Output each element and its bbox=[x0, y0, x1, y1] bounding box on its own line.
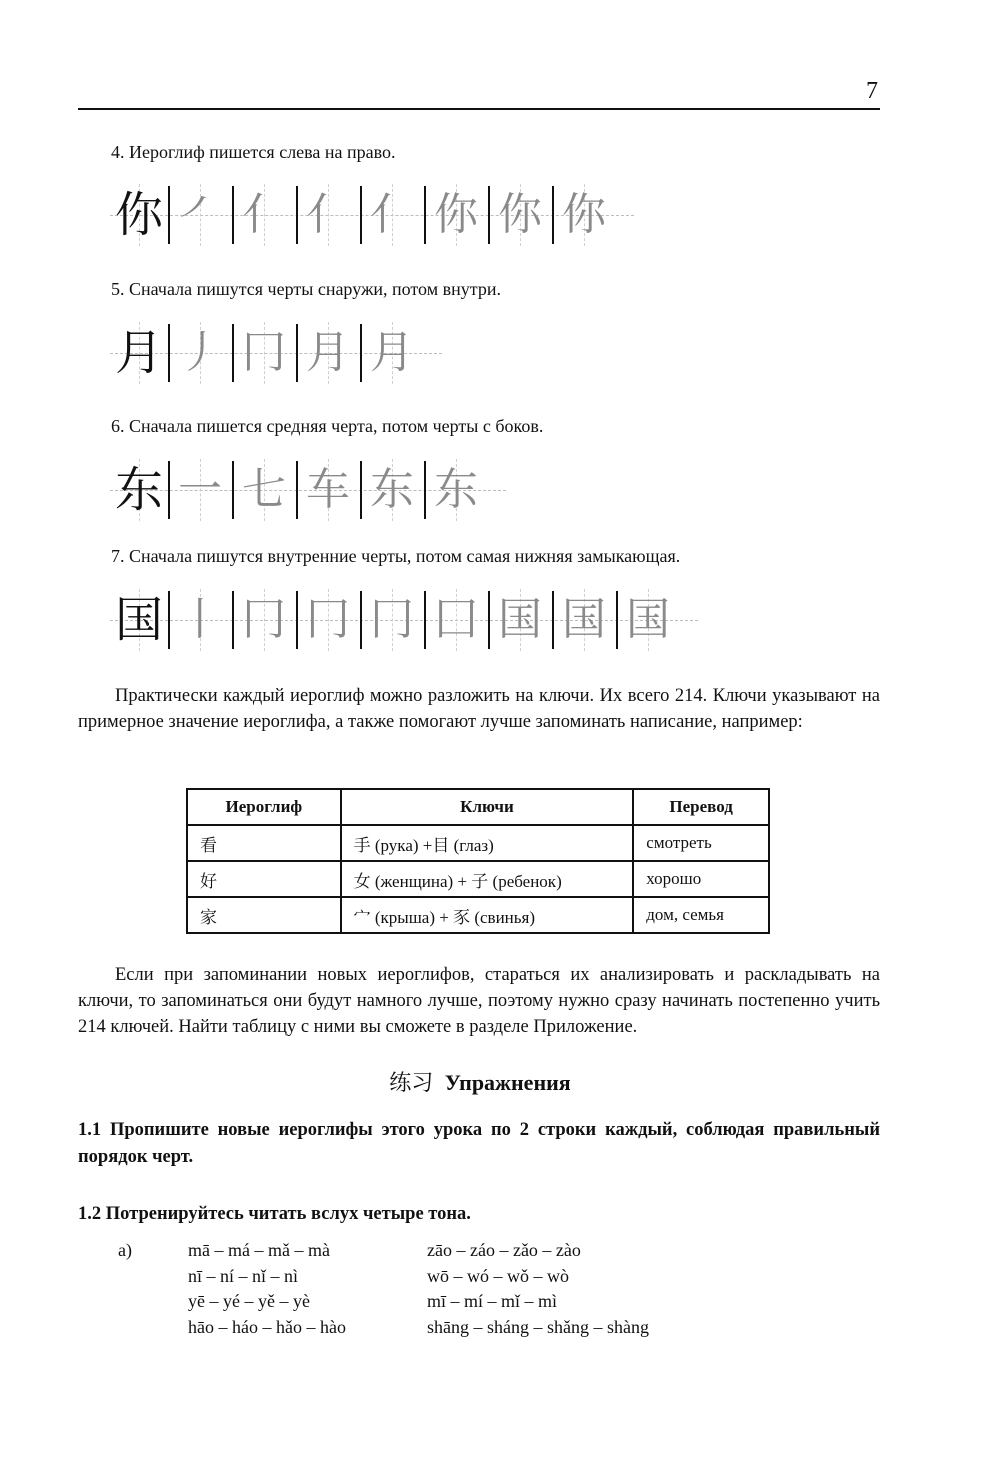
stroke-glyph: 亻 bbox=[242, 189, 286, 240]
stroke-step-4 bbox=[360, 184, 424, 246]
stroke-glyph: 月 bbox=[114, 325, 163, 381]
stroke-step-4 bbox=[360, 459, 424, 521]
table-header-keys: Ключи bbox=[341, 789, 634, 825]
stroke-glyph: 冂 bbox=[306, 594, 350, 645]
tone-line: mā – má – mǎ – mà bbox=[188, 1240, 330, 1260]
stroke-glyph: 月 bbox=[370, 327, 414, 378]
task-1-1: 1.1 Пропишите новые иероглифы этого урока по 2 строки каждый, соблюдая правильный порядок черт. bbox=[78, 1120, 880, 1167]
stroke-glyph: 你 bbox=[434, 189, 478, 240]
stroke-glyph: 国 bbox=[562, 594, 606, 645]
table-cell-keys: 女 (женщина) + 子 (ребенок) bbox=[341, 861, 634, 897]
stroke-glyph: 丿 bbox=[178, 327, 222, 378]
stroke-glyph: 你 bbox=[114, 187, 163, 243]
stroke-step-3 bbox=[296, 184, 360, 246]
rule-4-caption: 4. Иероглиф пишется слева на право. bbox=[111, 142, 396, 162]
stroke-step-1 bbox=[168, 589, 232, 651]
stroke-glyph: 国 bbox=[626, 594, 670, 645]
second-paragraph-text: Если при запоминании новых иероглифов, стараться их анализировать и раскладывать на ключи, то запоминаться они будут намного лучше, поэтому нужно сразу начинать постепенно учить 214 ключей. Найти таблицу с ними вы сможете в разделе Приложение. bbox=[78, 965, 880, 1037]
section-title bbox=[0, 1066, 960, 1097]
table-cell-translation: дом, семья bbox=[633, 897, 769, 933]
stroke-glyph: 冂 bbox=[242, 327, 286, 378]
stroke-step-2 bbox=[232, 322, 296, 384]
stroke-order-row-4 bbox=[110, 184, 616, 246]
task-1-2: 1.2 Потренируйтесь читать вслух четыре тона. bbox=[78, 1204, 471, 1224]
tone-line: mī – mí – mǐ – mì bbox=[427, 1291, 558, 1311]
stroke-glyph: 东 bbox=[114, 462, 163, 518]
stroke-step-7 bbox=[552, 184, 616, 246]
tone-line: wō – wó – wǒ – wò bbox=[427, 1265, 569, 1286]
table-cell-hieroglyph: 看 bbox=[187, 825, 341, 861]
stroke-step-3 bbox=[296, 589, 360, 651]
stroke-step-5 bbox=[424, 184, 488, 246]
second-paragraph bbox=[78, 962, 880, 1040]
tones-column-2 bbox=[427, 1238, 649, 1340]
stroke-step-7 bbox=[552, 589, 616, 651]
stroke-step-1 bbox=[168, 459, 232, 521]
table-row bbox=[187, 897, 769, 933]
stroke-glyph: 国 bbox=[114, 592, 163, 648]
stroke-glyph: 囗 bbox=[434, 594, 478, 645]
table-cell-hieroglyph: 家 bbox=[187, 897, 341, 933]
stroke-glyph: 一 bbox=[178, 464, 222, 515]
section-title-russian: Упражнения bbox=[444, 1070, 571, 1095]
stroke-result-glyph bbox=[110, 322, 168, 384]
tone-line: nī – ní – nǐ – nì bbox=[188, 1265, 299, 1286]
tone-line: yē – yé – yě – yè bbox=[188, 1291, 310, 1311]
stroke-step-1 bbox=[168, 322, 232, 384]
stroke-glyph: 亻 bbox=[370, 189, 414, 240]
table-cell-keys: 宀 (крыша) + 豕 (свинья) bbox=[341, 897, 634, 933]
stroke-glyph: 车 bbox=[306, 464, 350, 515]
tones-column-1 bbox=[188, 1238, 346, 1340]
intro-paragraph-text: Практически каждый иероглиф можно разложить на ключи. Их всего 214. Ключи указывают на примерное значение иероглифа, а также помогают лучше запоминать написание, например: bbox=[78, 686, 880, 732]
tones-label: а) bbox=[118, 1240, 132, 1260]
tone-line: zāo – záo – zǎo – zào bbox=[427, 1240, 581, 1260]
stroke-glyph: 东 bbox=[434, 464, 478, 515]
stroke-result-glyph bbox=[110, 459, 168, 521]
table-cell-hieroglyph: 好 bbox=[187, 861, 341, 897]
section-title-chinese: 练习 bbox=[389, 1071, 434, 1096]
stroke-step-4 bbox=[360, 322, 424, 384]
stroke-step-6 bbox=[488, 589, 552, 651]
stroke-glyph: 亻 bbox=[306, 189, 350, 240]
intro-paragraph bbox=[78, 683, 880, 735]
table-header-translation: Перевод bbox=[633, 789, 769, 825]
table-cell-translation: смотреть bbox=[633, 825, 769, 861]
stroke-glyph: 你 bbox=[562, 189, 606, 240]
stroke-order-row-7 bbox=[110, 589, 680, 651]
stroke-glyph: 东 bbox=[370, 464, 414, 515]
table-row bbox=[187, 861, 769, 897]
page-number: 7 bbox=[866, 78, 878, 104]
stroke-glyph: 七 bbox=[242, 464, 286, 515]
table-row bbox=[187, 825, 769, 861]
tone-line: shāng – sháng – shǎng – shàng bbox=[427, 1316, 649, 1337]
stroke-step-8 bbox=[616, 589, 680, 651]
stroke-step-3 bbox=[296, 459, 360, 521]
stroke-step-1 bbox=[168, 184, 232, 246]
stroke-order-row-5 bbox=[110, 322, 424, 384]
stroke-glyph: 冂 bbox=[242, 594, 286, 645]
radicals-table bbox=[186, 788, 770, 934]
rule-6-caption: 6. Сначала пишется средняя черта, потом черты с боков. bbox=[111, 416, 544, 436]
stroke-glyph: 冂 bbox=[370, 594, 414, 645]
stroke-glyph: ㇒ bbox=[178, 189, 222, 240]
stroke-glyph: 月 bbox=[306, 327, 350, 378]
stroke-glyph: 丨 bbox=[178, 594, 222, 645]
table-header-row bbox=[187, 789, 769, 825]
header-rule bbox=[78, 108, 880, 110]
stroke-order-row-6 bbox=[110, 459, 488, 521]
stroke-step-2 bbox=[232, 459, 296, 521]
stroke-step-2 bbox=[232, 589, 296, 651]
stroke-step-5 bbox=[424, 459, 488, 521]
table-cell-translation: хорошо bbox=[633, 861, 769, 897]
stroke-step-3 bbox=[296, 322, 360, 384]
rule-5-caption: 5. Сначала пишутся черты снаружи, потом внутри. bbox=[111, 279, 501, 299]
stroke-result-glyph bbox=[110, 589, 168, 651]
stroke-result-glyph bbox=[110, 184, 168, 246]
tone-line: hāo – háo – hǎo – hào bbox=[188, 1316, 346, 1337]
stroke-step-4 bbox=[360, 589, 424, 651]
stroke-step-5 bbox=[424, 589, 488, 651]
stroke-step-2 bbox=[232, 184, 296, 246]
stroke-glyph: 你 bbox=[498, 189, 542, 240]
stroke-step-6 bbox=[488, 184, 552, 246]
rule-7-caption: 7. Сначала пишутся внутренние черты, потом самая нижняя замыкающая. bbox=[111, 546, 681, 566]
stroke-glyph: 国 bbox=[498, 594, 542, 645]
table-header-hieroglyph: Иероглиф bbox=[187, 789, 341, 825]
table-cell-keys: 手 (рука) +目 (глаз) bbox=[341, 825, 634, 861]
